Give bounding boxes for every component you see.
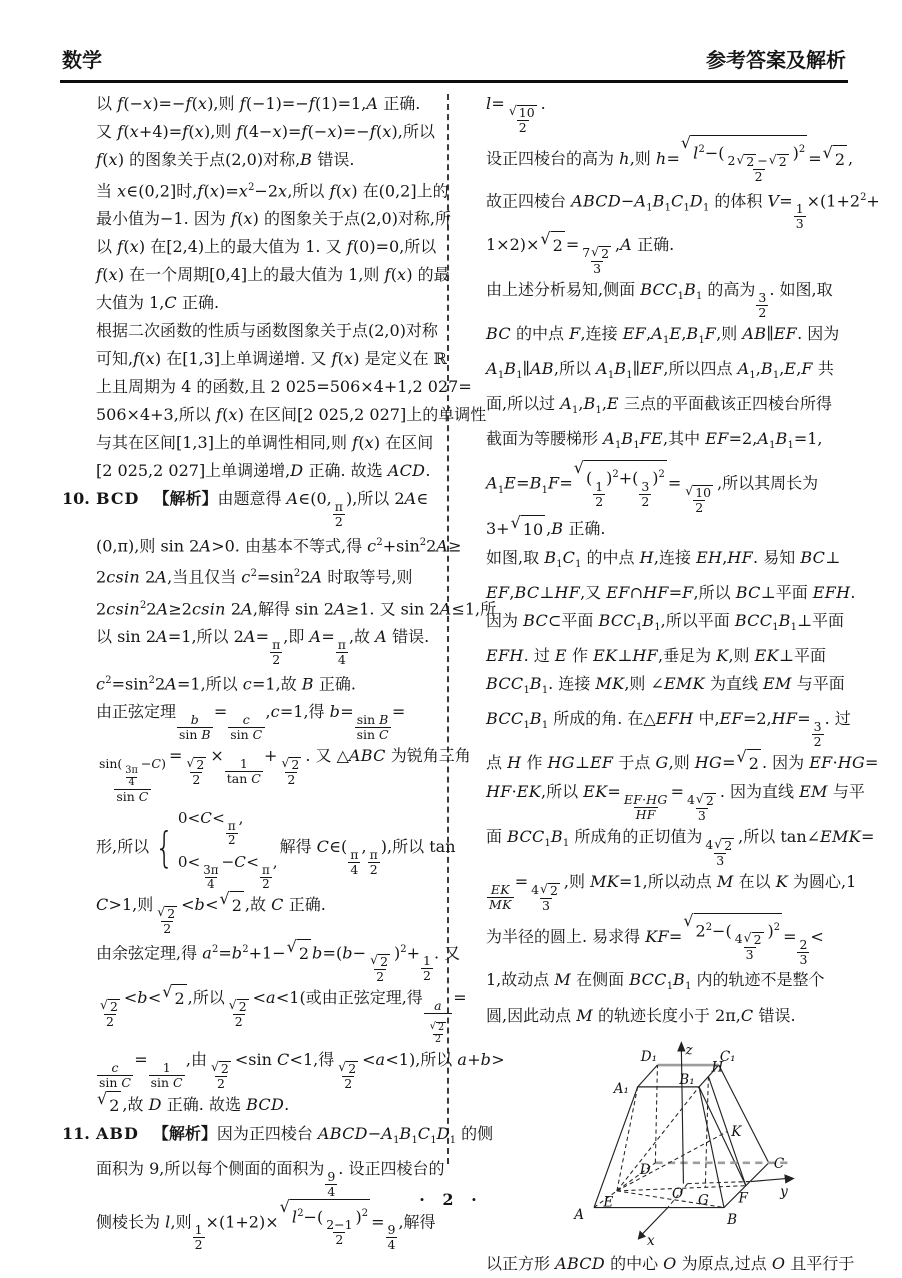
x-axis [642, 1207, 668, 1234]
text-line: 由正弦定理 $\frac{b}{\text{sin B}}$ = $\frac{c}{\text{sin C}}$ ,c=1,得 b= $\frac{\text{sin B}}{\text{sin C}}$ = [96, 702, 406, 743]
item-first-line: 10. BCD 【解析】由题意得 A∈(0, $\frac{\pi}{2}$ ),所以 2A∈ [62, 485, 446, 529]
text-line: 以 sin 2A=1,所以 2A= $\frac{\pi}{2}$ ,即 A= $\frac{\pi}{4}$ ,故 A 错误. [96, 627, 430, 667]
text-line: $c^2=\sin^22A=1$,所以 c=1,故 B 正确. [96, 674, 357, 694]
text-line: [2 025,2 027]上单调递增,D 正确. 故选 ACD. [96, 461, 431, 481]
text-line: $\frac{EK}{MK}$ = 4 √ 2 3 ,则 MK=1,所以动点 M 在以 K 为圆心,1 [489, 871, 857, 913]
text-line: 圆,因此动点 M 的轨迹长度小于 2π,C 错误. [486, 1005, 796, 1025]
edge-CC1 [719, 1065, 769, 1163]
text-line: 根据二次函数的性质与函数图象关于点(2,0)对称 [96, 321, 438, 341]
figure-label-x: x [647, 1232, 655, 1246]
text-line: 506×4+3,所以 f(x) 在区间[2 025,2 027]上的单调性 [96, 405, 487, 425]
line-EA1 [617, 1087, 638, 1191]
text-line: √ 2 2 <b< √ 2 ,所以 √ 2 2 <a<1(或由正弦定理,得 a √ 2 2 = [100, 982, 467, 1046]
text-line: 1×2)× √ 2 = 7 √ 2 3 ,A 正确. [486, 229, 675, 276]
text-line: $A_1B_1\parallel AB$,所以 $A_1B_1\parallel EF$,所以四点 $A_1,B_1,E,F$ 共 [486, 358, 834, 382]
document-title: 数学 [62, 48, 102, 72]
page-header [62, 44, 846, 73]
text-line: HF·EK,所以 EK= $\frac{EF\cdot HG}{HF}$ = 4 √ 2 3 . 因为直线 EM 与平 [486, 782, 865, 824]
text-line: 以正方形 ABCD 的中心 O 为原点,过点 O 且平行于 [486, 1253, 855, 1273]
figure-label-O: O [672, 1185, 684, 1202]
text-line: C>1,则 √ 2 2 <b< √ 2 ,故 C 正确. [96, 889, 326, 936]
text-line: 为半径的圆上. 易求得 KF= √ $2^2-$( 4 √ 2 3 )$^2$ = $\frac{2}{3}$ < [486, 910, 824, 967]
right-column [486, 90, 880, 1278]
text-line: 2csin 2A,当且仅当 $c^2=\sin^22A$ 时取等号,则 [96, 567, 413, 587]
text-line: 当 x∈(0,2]时$,f(x)=x^2-2x$,所以 f(x) 在(0,2]上的 [96, 181, 449, 201]
text-line: BC 的中点 F,连接 $EF,A_1E,B_1F$,则 AB∥EF. 因为 [486, 323, 840, 346]
header-section-title: 参考答案及解析 [706, 48, 846, 72]
text-line: (0,π),则 sin 2A>0. 由基本不等式,得 $c^2+\sin^22A\ge$ [96, 536, 462, 556]
text-line: 最小值为−1. 因为 f(x) 的图象关于点(2,0)对称,所 [96, 209, 452, 229]
text-line: f(x) 的图象关于点(2,0)对称,B 错误. [96, 150, 355, 169]
text-line: f(x) 在一个周期[0,4]上的最大值为 1,则 f(x) 的最 [96, 265, 450, 285]
text-line: 2csin$^2$2A≥2csin 2A,解得 sin 2A≥1. 又 sin 2A≤1,所 [96, 599, 497, 619]
text-line: 大值为 1,C 正确. [96, 293, 220, 313]
header-rule [60, 80, 848, 83]
text-line: 又 f(x+4)=f(x),则 f(4−x)=f(−x)=−f(x),所以 [96, 122, 435, 141]
text-line: 如图,取 $B_1C_1$ 的中点 H,连接 EH,HF. 易知 BC⊥ [486, 547, 841, 570]
frustum-figure [547, 1038, 797, 1246]
analysis-tag: 【解析】 [152, 1123, 217, 1143]
figure-label-G: G [698, 1192, 709, 1209]
text-line: $BCC_1B_1$. 连接 MK,则 ∠EMK 为直线 EM 与平面 [486, 674, 845, 697]
figure-label-C: C [773, 1155, 785, 1172]
z-axis-arrow [677, 1041, 685, 1051]
text-line: 面积为 9,所以每个侧面的面积为 $\frac{9}{4}$ . 设正四棱台的 [96, 1159, 445, 1199]
figure-label-D: D [639, 1161, 651, 1178]
figure-label-B1: B₁ [679, 1071, 695, 1088]
item-number: 10. [62, 489, 90, 509]
figure-label-D1: D₁ [640, 1048, 658, 1065]
text-line: 由上述分析易知,侧面 $BCC_1B_1$ 的高为 $\frac{3}{2}$ . 如图,取 [486, 279, 833, 320]
text-line: 面 $BCC_1B_1$ 所成角的正切值为 4 √ 2 3 ,所以 tan∠EMK= [486, 826, 875, 868]
frustum-diagram [547, 1038, 797, 1246]
text-line: $\frac{c}{\text{sin C}}$ = $\frac{1}{\text{sin C}}$ ,由 √ 2 2 <sin C<1,得 √ 2 2 <a<1),所以 a+b> [99, 1050, 505, 1091]
text-line: 故正四棱台 $ABCD-A_1B_1C_1D_1$ 的体积 V= $\frac{1}{3}$ $\times(1+2^2+$ [486, 191, 880, 232]
figure-label-F: F [738, 1189, 748, 1206]
text-line: EFH. 过 E 作 EK⊥HF,垂足为 K,则 EK⊥平面 [486, 646, 826, 666]
text-line: l= √ 10 2 . [486, 94, 546, 135]
text-line: √ 2 ,故 D 正确. 故选 BCD. [62, 1091, 446, 1120]
text-line: sin( $\frac{3\pi}{4}$ −C) sin C = √ 2 2 × $\frac{1}{\text{tan C}}$ + √ 2 2 . 又 △ABC 为锐角三角 [99, 746, 471, 805]
figure-label-y: y [780, 1183, 788, 1200]
text-line: 可知,f(x) 在[1,3]上单调递增. 又 f(x) 是定义在 ℝ [96, 349, 447, 369]
text-line: 3+ √ 10 ,B 正确. [486, 515, 858, 544]
y-axis-arrow [784, 1174, 794, 1183]
text-line: 以 f(x) 在[2,4)上的最大值为 1. 又 f(0)=0,所以 [96, 237, 437, 257]
y-axis [751, 1178, 787, 1181]
edge-DD1-hidden [655, 1065, 657, 1163]
text-line: 形,所以 { 0<C< $\frac{\pi}{2}$ , 0< $\frac{3\pi}{4}$ −C< $\frac{\pi}{2}$ , 解得 C∈( $\frac{\pi}{4}$ , $\frac{\pi}{2}$ ),所以 tan [96, 808, 456, 891]
text-line: $BCC_1B_1$ 所成的角. 在△EFH 中,EF=2,HF= $\frac{3}{2}$ . 过 [486, 709, 851, 750]
text-line: 因为 BC⊂平面 $BCC_1B_1$,所以平面 $BCC_1B_1\perp$平面 [486, 611, 845, 634]
text-line: 与其在区间[1,3]上的单调性相同,则 f(x) 在区间 [96, 433, 434, 453]
figure-label-A1: A₁ [613, 1080, 629, 1097]
top-face-edges [638, 1065, 719, 1087]
line-EB1 [617, 1087, 699, 1191]
text-line: EF,BC⊥HF,又 EF∩HF=F,所以 BC⊥平面 EFH. [486, 583, 856, 602]
text-line: 点 H 作 HG⊥EF 于点 G,则 HG= √ 2 . 因为 EF·HG= [486, 749, 858, 778]
figure-label-B: B [727, 1211, 738, 1228]
left-column [62, 90, 505, 1253]
figure-label-H: H [711, 1058, 724, 1075]
text-line: 侧棱长为 l,则 $\frac{1}{2}$ ×(1+2)× √ $l^2-$( $\frac{2-1}{2}$ )$^2$ = $\frac{9}{4}$ ,解得 [96, 1196, 436, 1253]
item-number: 11. [62, 1123, 90, 1143]
text-line: 1,故动点 M 在侧面 $BCC_1B_1$ 内的轨迹不是整个 [486, 970, 825, 993]
item-answer: ABD [96, 1123, 139, 1143]
figure-label-C1: C₁ [719, 1048, 736, 1065]
text-line: $A_1E=B_1F=$ √ ( $\frac{1}{2}$ )$^2$+( $\frac{3}{2}$ )$^2$ = √ 10 2 ,所以其周长为 [486, 458, 819, 515]
text-line: 由余弦定理,得 $a^2=b^2+1-$ √ 2 b=(b− √ 2 2 )$^2$+ $\frac{1}{2}$ . 又 [96, 937, 461, 985]
item-first-line: 11. ABD 【解析】因为正四棱台 $ABCD-A_1B_1C_1D_1$ 的侧 [62, 1120, 446, 1155]
text-line: 以 f(−x)=−f(x),则 f(−1)=−f(1)=1,A 正确. [96, 94, 421, 113]
analysis-tag: 【解析】 [153, 489, 218, 509]
figure-label-E: E [603, 1194, 614, 1211]
text-line: 面,所以过 $A_1,B_1,E$ 三点的平面截该正四棱台所得 [486, 394, 832, 417]
figure-label-z: z [685, 1042, 693, 1059]
figure-label-A: A [574, 1206, 585, 1223]
page-number: · 2 · [419, 1190, 483, 1209]
text-line: 截面为等腰梯形 $A_1B_1FE$,其中 $EF=2,A_1B_1=1$, [486, 429, 823, 452]
item-answer: BCD [96, 489, 140, 509]
figure-label-K: K [731, 1123, 742, 1140]
text-line: 上且周期为 4 的函数,且 2 025=506×4+1,2 027= [96, 377, 472, 397]
text-line: 设正四棱台的高为 h,则 h= √ $l^2-$( 2 √ 2 − √ 2 2 )$^2$ = √ 2 , [486, 132, 854, 184]
